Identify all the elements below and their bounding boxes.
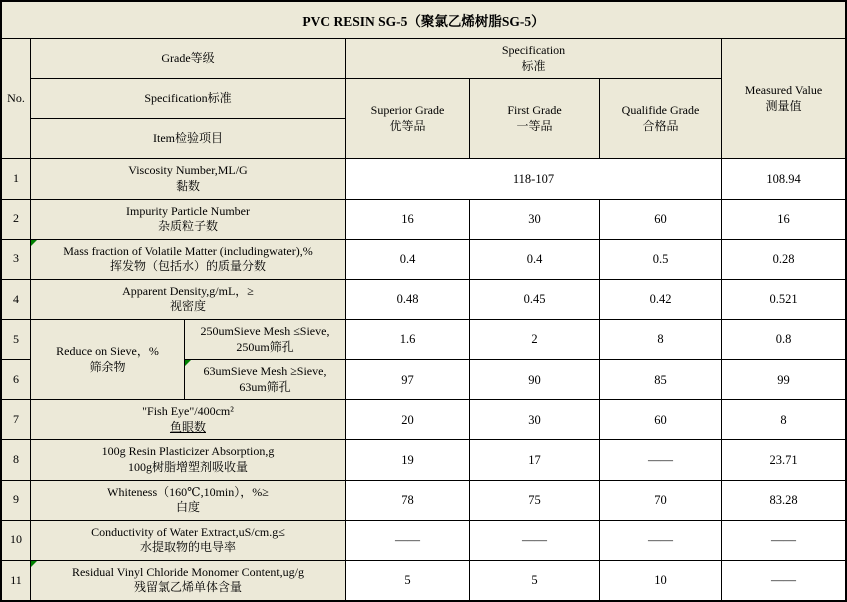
- row-4-first-value: 0.45: [523, 292, 546, 307]
- row-6-no: [2, 360, 30, 399]
- row-2-no-label: 2: [13, 211, 19, 226]
- row-4-measured-value: 0.521: [769, 292, 798, 307]
- row-7-qualified-value: 60: [654, 412, 667, 427]
- row-2-measured-value: 16: [777, 212, 790, 226]
- row-10-measured: [722, 521, 845, 560]
- row-10-superior-value: ——: [395, 533, 420, 548]
- superior-grade-en: Superior Grade: [370, 103, 445, 118]
- row-11-qualified: [600, 561, 721, 600]
- first-grade-zh: 一等品: [516, 118, 553, 133]
- row-7-qualified: [600, 400, 721, 439]
- row-8-superior: [346, 440, 469, 479]
- row-7-superior-value: 20: [401, 412, 414, 427]
- row-7-first-value: 30: [528, 412, 541, 427]
- row-11-item-en: Residual Vinyl Chloride Monomer Content,ug/g: [71, 564, 305, 579]
- row-1-item: [31, 159, 345, 198]
- row-11-no-label: 11: [10, 572, 22, 587]
- row-11-item-zh: 残留氯乙烯单体含量: [133, 580, 242, 595]
- row-5-superior-value: 1.6: [399, 332, 416, 347]
- row-11-first-value: 5: [531, 573, 538, 588]
- row-6-qualified-value: 85: [654, 372, 667, 387]
- row-1-no-label: 1: [13, 171, 19, 186]
- col-header-first-grade: [470, 79, 599, 158]
- row-5-qualified: [600, 320, 721, 359]
- row-11-superior: [346, 561, 469, 600]
- row-10-measured-value: ——: [771, 533, 796, 548]
- row-8-first: [470, 440, 599, 479]
- row-6-subitem: [185, 360, 345, 399]
- row-9-no: [2, 481, 30, 520]
- row-1-measured: [722, 159, 845, 198]
- row-4-item-en: Apparent Density,g/mL，≥: [122, 283, 254, 298]
- row-3-item: [31, 240, 345, 279]
- row-10-no: [2, 521, 30, 560]
- row-5-measured: [722, 320, 845, 359]
- row-2-no: [2, 200, 30, 239]
- row-10-item: [31, 521, 345, 560]
- row-2-first: [470, 200, 599, 239]
- row-8-item-en: 100g Resin Plasticizer Absorption,g: [101, 444, 275, 459]
- row-8-no-label: 8: [13, 452, 19, 467]
- row-1-item-zh: 黏数: [175, 178, 200, 193]
- row-2-qualified-value: 60: [654, 212, 667, 226]
- green-corner-marker-icon: [31, 561, 37, 567]
- row-3-superior: [346, 240, 469, 279]
- row-7-measured-value: 8: [780, 412, 787, 427]
- sieve-group-zh: 筛余物: [89, 359, 126, 374]
- row-10-first-value: ——: [522, 533, 547, 548]
- row-9-item-en: Whiteness（160℃,10min），%≥: [107, 484, 269, 499]
- row-5-measured-value: 0.8: [775, 332, 792, 347]
- row-4-qualified-value: 0.42: [649, 292, 672, 307]
- row-9-superior: [346, 481, 469, 520]
- row-9-first: [470, 481, 599, 520]
- row-8-item-zh: 100g树脂增塑剂吸收量: [127, 459, 248, 474]
- row-8-no: [2, 440, 30, 479]
- row-1-spec-merged: [346, 159, 721, 198]
- table-title: PVC RESIN SG-5（聚氯乙烯树脂SG-5）: [2, 2, 845, 39]
- row-3-superior-value: 0.4: [399, 252, 416, 267]
- row-2-superior-value: 16: [401, 212, 414, 226]
- sieve-group-en: Reduce on Sieve，%: [56, 344, 159, 359]
- row-7-item-en: "Fish Eye"/400cm²: [142, 404, 234, 419]
- col-header-superior-grade: [346, 79, 469, 158]
- row-7-no-label: 7: [13, 412, 19, 427]
- row-5-qualified-value: 8: [657, 332, 664, 347]
- header-specification-label: Specification标准: [144, 90, 232, 105]
- header-spec-group-zh: 标准: [521, 58, 546, 73]
- sieve-group-item: [31, 320, 184, 399]
- header-item-label: Item检验项目: [153, 131, 223, 146]
- row-3-no-label: 3: [13, 251, 19, 266]
- col-header-qualified-grade: [600, 79, 721, 158]
- row-4-superior-value: 0.48: [396, 292, 419, 307]
- first-grade-en: First Grade: [507, 103, 562, 118]
- row-10-item-zh: 水提取物的电导率: [139, 540, 236, 555]
- row-11-superior-value: 5: [404, 573, 411, 588]
- row-4-no: [2, 280, 30, 319]
- row-11-first: [470, 561, 599, 600]
- row-3-item-zh: 挥发物（包括水）的质量分数: [109, 259, 266, 274]
- row-4-superior: [346, 280, 469, 319]
- row-11-measured-value: ——: [771, 573, 796, 588]
- row-1-spec-merged-value: 118-107: [512, 171, 555, 186]
- row-6-qualified: [600, 360, 721, 399]
- row-5-subitem-en: 250umSieve Mesh ≤Sieve,: [200, 323, 330, 338]
- header-specification: [31, 79, 345, 118]
- row-2-item-en: Impurity Particle Number: [126, 203, 250, 218]
- row-9-first-value: 75: [528, 493, 541, 507]
- row-6-superior: [346, 360, 469, 399]
- row-5-no: [2, 320, 30, 359]
- row-5-superior: [346, 320, 469, 359]
- row-11-no: [2, 561, 30, 600]
- row-7-superior: [346, 400, 469, 439]
- row-10-no-label: 10: [10, 532, 22, 547]
- row-9-no-label: 9: [13, 492, 19, 507]
- row-1-measured-value: 108.94: [766, 171, 801, 186]
- row-8-first-value: 17: [528, 452, 541, 467]
- row-8-item: [31, 440, 345, 479]
- green-corner-marker-icon: [31, 240, 37, 246]
- row-3-qualified-value: 0.5: [652, 252, 669, 267]
- row-1-item-en: Viscosity Number,ML/G: [128, 163, 248, 178]
- row-2-measured: [722, 200, 845, 239]
- row-8-measured: [722, 440, 845, 479]
- header-grade: [31, 39, 345, 78]
- row-10-first: [470, 521, 599, 560]
- col-header-measured-value: [722, 39, 845, 158]
- row-6-measured: [722, 360, 845, 399]
- row-9-measured: [722, 481, 845, 520]
- row-3-measured-value: 0.28: [772, 252, 795, 267]
- row-6-first-value: 90: [528, 372, 541, 387]
- row-4-measured: [722, 280, 845, 319]
- row-4-first: [470, 280, 599, 319]
- row-5-subitem: [185, 320, 345, 359]
- row-3-item-en: Mass fraction of Volatile Matter (includingwater),%: [63, 243, 313, 258]
- row-9-qualified: [600, 481, 721, 520]
- row-10-superior: [346, 521, 469, 560]
- row-1-no: [2, 159, 30, 198]
- qualified-grade-en: Qualifide Grade: [621, 103, 700, 118]
- row-5-no-label: 5: [13, 331, 19, 346]
- row-2-qualified: [600, 200, 721, 239]
- row-4-no-label: 4: [13, 291, 19, 306]
- row-6-measured-value: 99: [777, 372, 790, 387]
- row-2-item-zh: 杂质粒子数: [157, 219, 218, 234]
- spec-table: [2, 39, 845, 600]
- row-3-measured: [722, 240, 845, 279]
- row-9-measured-value: 83.28: [769, 493, 798, 507]
- row-10-item-en: Conductivity of Water Extract,uS/cm.g≤: [91, 524, 285, 539]
- row-3-first-value: 0.4: [526, 252, 543, 267]
- row-3-first: [470, 240, 599, 279]
- row-10-qualified: [600, 521, 721, 560]
- row-10-qualified-value: ——: [648, 533, 673, 548]
- row-4-item: [31, 280, 345, 319]
- row-5-subitem-zh: 250um筛孔: [236, 339, 294, 354]
- row-6-superior-value: 97: [401, 372, 414, 387]
- header-spec-group-en: Specification: [501, 42, 566, 57]
- row-2-first-value: 30: [528, 212, 541, 226]
- row-6-first: [470, 360, 599, 399]
- green-corner-marker-icon: [185, 360, 191, 366]
- header-item: [31, 119, 345, 158]
- row-2-item: [31, 200, 345, 239]
- row-8-measured-value: 23.71: [769, 452, 798, 467]
- col-header-no: [2, 39, 30, 158]
- row-3-qualified: [600, 240, 721, 279]
- measured-value-zh: 测量值: [765, 98, 802, 113]
- row-9-superior-value: 78: [401, 493, 414, 507]
- row-8-qualified-value: ——: [648, 452, 673, 467]
- row-8-superior-value: 19: [401, 452, 414, 467]
- row-4-item-zh: 视密度: [169, 299, 206, 314]
- row-8-qualified: [600, 440, 721, 479]
- superior-grade-zh: 优等品: [389, 118, 426, 133]
- row-5-first: [470, 320, 599, 359]
- col-header-no-label: No.: [7, 90, 25, 105]
- row-11-qualified-value: 10: [654, 573, 667, 588]
- row-7-item: [31, 400, 345, 439]
- row-4-qualified: [600, 280, 721, 319]
- header-grade-label: Grade等级: [161, 50, 215, 65]
- row-11-item: [31, 561, 345, 600]
- row-9-qualified-value: 70: [654, 493, 667, 507]
- row-5-first-value: 2: [531, 332, 538, 347]
- row-9-item-zh: 白度: [175, 500, 200, 515]
- row-11-measured: [722, 561, 845, 600]
- row-2-superior: [346, 200, 469, 239]
- row-7-first: [470, 400, 599, 439]
- row-3-no: [2, 240, 30, 279]
- row-7-measured: [722, 400, 845, 439]
- row-6-subitem-zh: 63um筛孔: [239, 379, 291, 394]
- row-6-subitem-en: 63umSieve Mesh ≥Sieve,: [203, 364, 327, 379]
- row-6-no-label: 6: [13, 371, 19, 386]
- row-7-no: [2, 400, 30, 439]
- row-9-item: [31, 481, 345, 520]
- qualified-grade-zh: 合格品: [642, 118, 679, 133]
- measured-value-en: Measured Value: [744, 83, 823, 98]
- row-7-item-zh: 鱼眼数: [169, 419, 206, 434]
- header-spec-group: [346, 39, 721, 78]
